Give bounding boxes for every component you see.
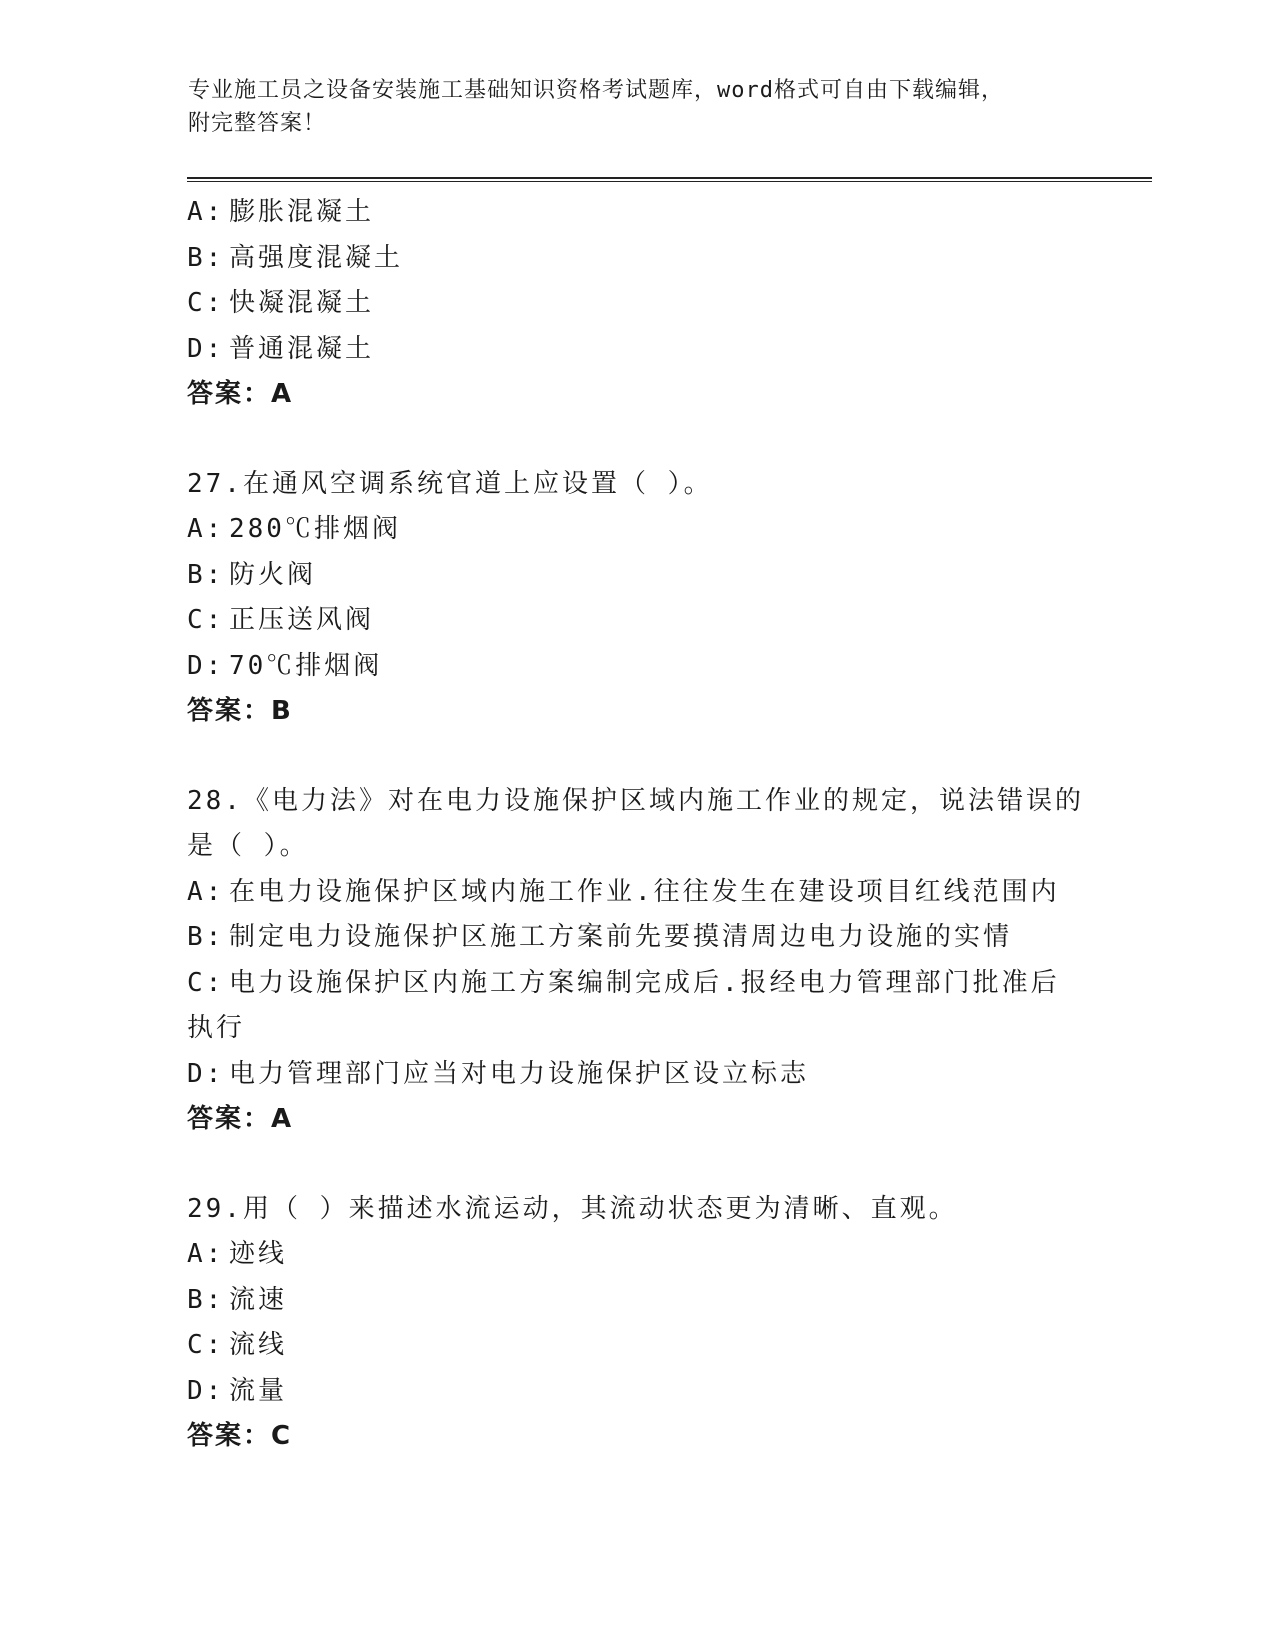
option-d — [187, 1052, 1087, 1098]
header-line-1: 专业施工员之设备安装施工基础知识资格考试题库，word格式可自由下载编辑， — [188, 78, 1004, 103]
question-stem: 27.在通风空调系统官道上应设置（ ）。 — [187, 468, 713, 499]
option-key: C: — [187, 967, 225, 998]
header-divider — [187, 177, 1152, 182]
header-line-2: 附完整答案！ — [188, 111, 327, 136]
option-text: 流速 — [229, 1284, 288, 1315]
spacer — [187, 418, 1087, 462]
option-key: C: — [187, 1330, 225, 1360]
option-key: B: — [187, 1284, 225, 1315]
option-c — [187, 961, 1087, 1007]
answer-line: 答案：C — [187, 1421, 293, 1451]
option-key: D: — [187, 333, 225, 364]
option-d — [187, 327, 1087, 373]
option-key: A: — [187, 197, 225, 227]
spacer — [187, 735, 1087, 779]
option-c — [187, 1323, 1087, 1369]
answer-line: 答案：B — [187, 696, 293, 726]
option-b — [187, 915, 1087, 961]
spacer — [187, 1143, 1087, 1187]
question-stem: 29.用（ ）来描述水流运动，其流动状态更为清晰、直观。 — [187, 1193, 958, 1224]
option-key: C: — [187, 605, 225, 635]
option-text: 280℃排烟阀 — [229, 514, 401, 544]
question-27 — [187, 462, 1087, 735]
option-key: A: — [187, 876, 225, 907]
option-b — [187, 1278, 1087, 1324]
option-b — [187, 553, 1087, 599]
option-key: B: — [187, 922, 225, 952]
option-a — [187, 870, 1087, 916]
question-list — [187, 190, 1087, 1460]
option-key: A: — [187, 514, 225, 544]
question-stem: 28.《电力法》对在电力设施保护区域内施工作业的规定，说法错误的 — [187, 785, 1084, 816]
answer-line: 答案：A — [187, 1104, 294, 1134]
option-key: C: — [187, 288, 225, 318]
option-c — [187, 598, 1087, 644]
option-text: 流线 — [229, 1330, 288, 1360]
question-stem-continued: 是（ ）。 — [187, 831, 309, 861]
option-key: B: — [187, 242, 225, 273]
answer-line: 答案：A — [187, 379, 294, 409]
option-text: 制定电力设施保护区施工方案前先要摸清周边电力设施的实情 — [229, 922, 1013, 952]
question-26 — [187, 190, 1087, 418]
option-key: A: — [187, 1239, 225, 1269]
option-text: 流量 — [229, 1375, 288, 1406]
option-text: 电力设施保护区内施工方案编制完成后.报经电力管理部门批准后 — [229, 967, 1060, 998]
option-key: D: — [187, 650, 225, 681]
option-text: 普通混凝土 — [229, 333, 375, 364]
option-c-continued: 执行 — [187, 1013, 246, 1043]
option-text: 电力管理部门应当对电力设施保护区设立标志 — [229, 1058, 810, 1089]
option-text: 70℃排烟阀 — [229, 650, 383, 681]
option-key: D: — [187, 1058, 225, 1089]
option-c — [187, 281, 1087, 327]
question-28 — [187, 779, 1087, 1143]
option-text: 高强度混凝土 — [229, 242, 404, 273]
question-29 — [187, 1187, 1087, 1460]
option-text: 膨胀混凝土 — [229, 197, 375, 227]
option-a — [187, 1232, 1087, 1278]
option-text: 正压送风阀 — [229, 605, 375, 635]
option-text: 防火阀 — [229, 559, 317, 590]
option-d — [187, 644, 1087, 690]
option-key: D: — [187, 1375, 225, 1406]
document-header — [188, 74, 1068, 140]
option-text: 迹线 — [229, 1239, 288, 1269]
option-text: 在电力设施保护区域内施工作业.往往发生在建设项目红线范围内 — [229, 876, 1060, 907]
option-a — [187, 507, 1087, 553]
option-key: B: — [187, 559, 225, 590]
option-a — [187, 190, 1087, 236]
option-b — [187, 236, 1087, 282]
option-text: 快凝混凝土 — [229, 288, 375, 318]
option-d — [187, 1369, 1087, 1415]
